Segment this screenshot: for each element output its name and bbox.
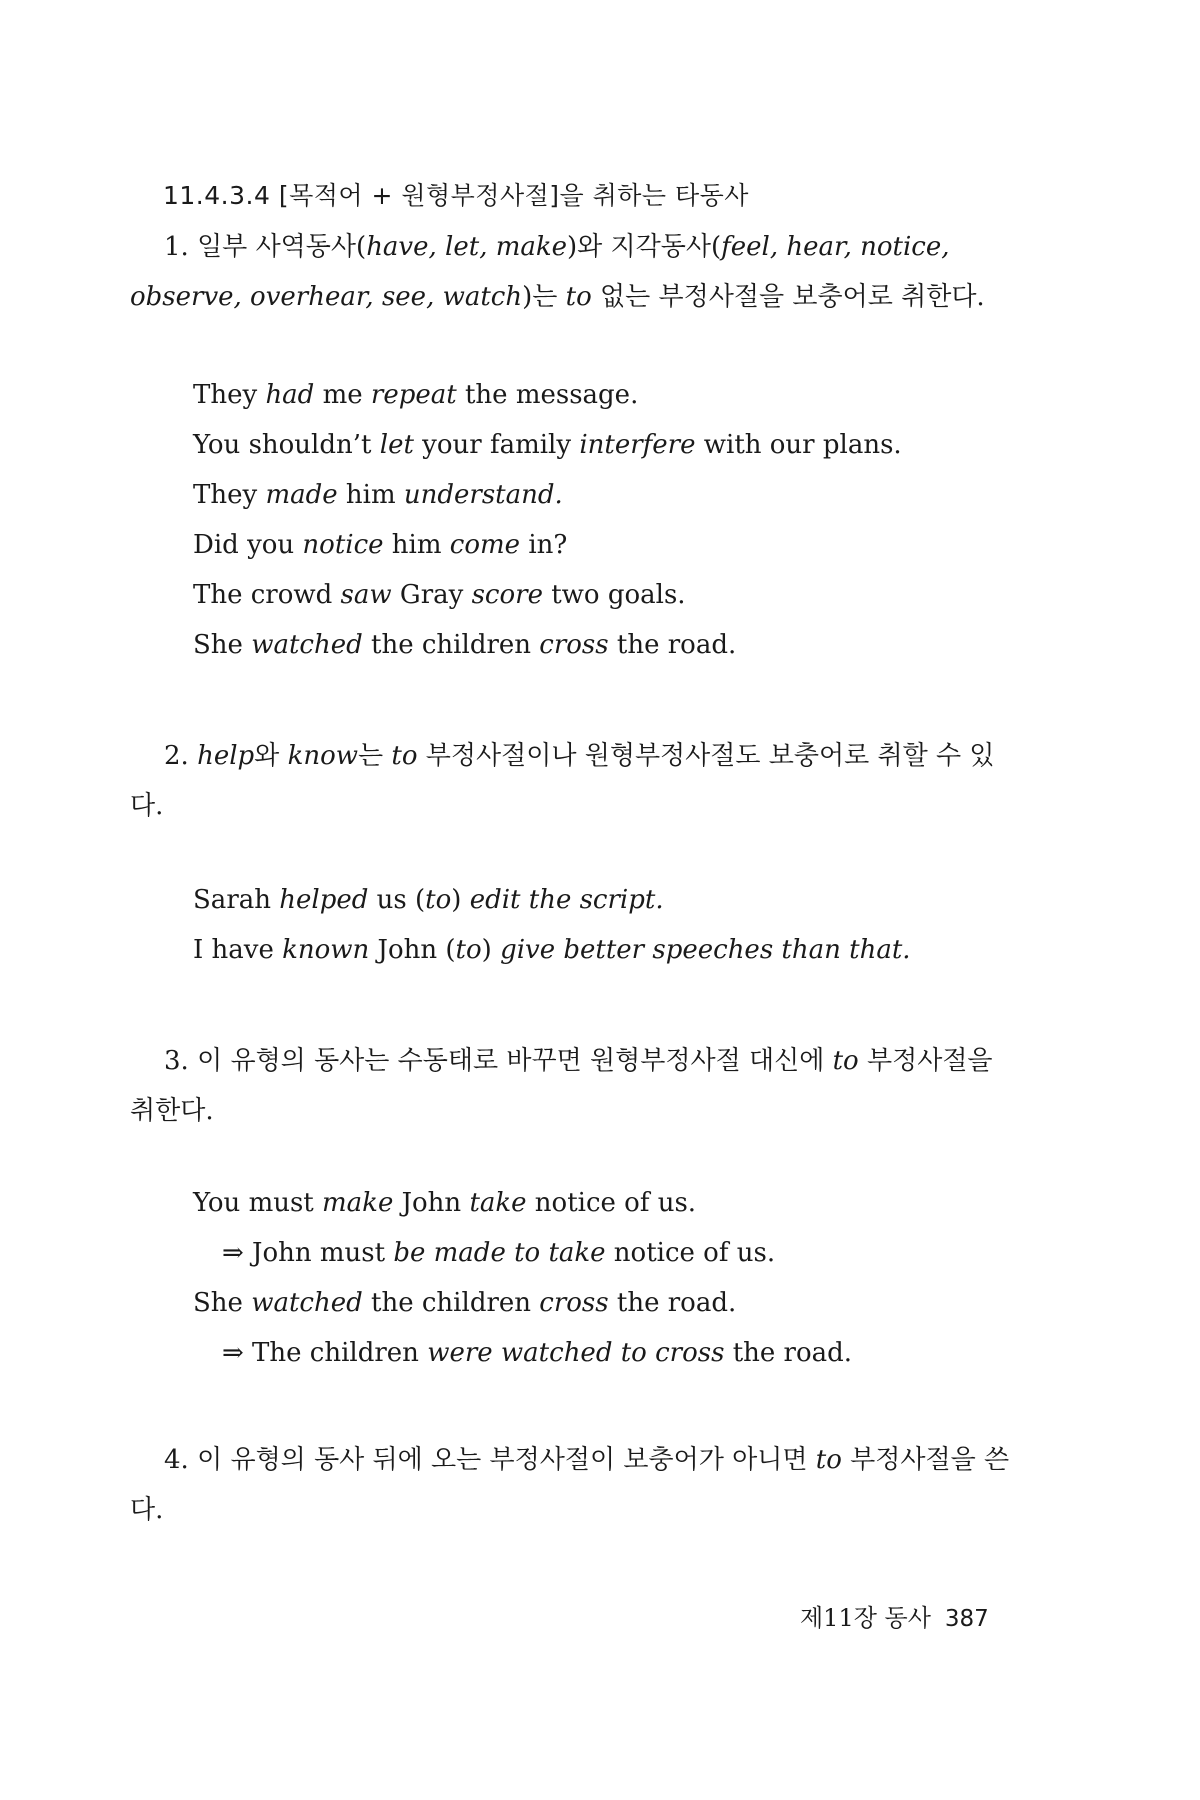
example-sentence: Did you notice him come in?: [193, 530, 568, 560]
page-footer: [800, 1598, 989, 1633]
paragraph-3: 3. 이 유형의 동사는 수동태로 바꾸면 원형부정사절 대신에 to 부정사절을 취한다.: [130, 1046, 993, 1126]
example-sentence: Sarah helped us (to) edit the script.: [193, 885, 664, 915]
example-sentence: She watched the children cross the road.: [193, 630, 737, 660]
example-sentence: You must make John take notice of us.: [193, 1188, 697, 1218]
example-sentence: They made him understand.: [193, 480, 563, 510]
passive-transformation: ⇒ John must be made to take notice of us.: [222, 1238, 776, 1268]
chapter-label: 제11장 동사: [800, 1604, 931, 1632]
example-sentence: I have known John (to) give better speeches than that.: [193, 935, 911, 965]
section-heading: 11.4.3.4 [목적어 + 원형부정사절]을 취하는 타동사: [163, 181, 749, 210]
example-sentence: They had me repeat the message.: [193, 380, 639, 410]
paragraph-4: 4. 이 유형의 동사 뒤에 오는 부정사절이 보충어가 아니면 to 부정사절을 쓴다.: [130, 1445, 1010, 1525]
example-sentence: The crowd saw Gray score two goals.: [193, 580, 686, 610]
example-sentence: She watched the children cross the road.: [193, 1288, 737, 1318]
passive-transformation: ⇒ The children were watched to cross the road.: [222, 1338, 853, 1368]
paragraph-1: 1. 일부 사역동사(have, let, make)와 지각동사(feel, hear, notice, observe, overhear, see, watch)는 to 없는 부정사절을 보충어로 취한다.: [130, 232, 985, 312]
paragraph-2: 2. help와 know는 to 부정사절이나 원형부정사절도 보충어로 취할 수 있다.: [130, 741, 995, 821]
page-number: 387: [944, 1606, 989, 1632]
example-sentence: You shouldn’t let your family interfere with our plans.: [193, 430, 902, 460]
